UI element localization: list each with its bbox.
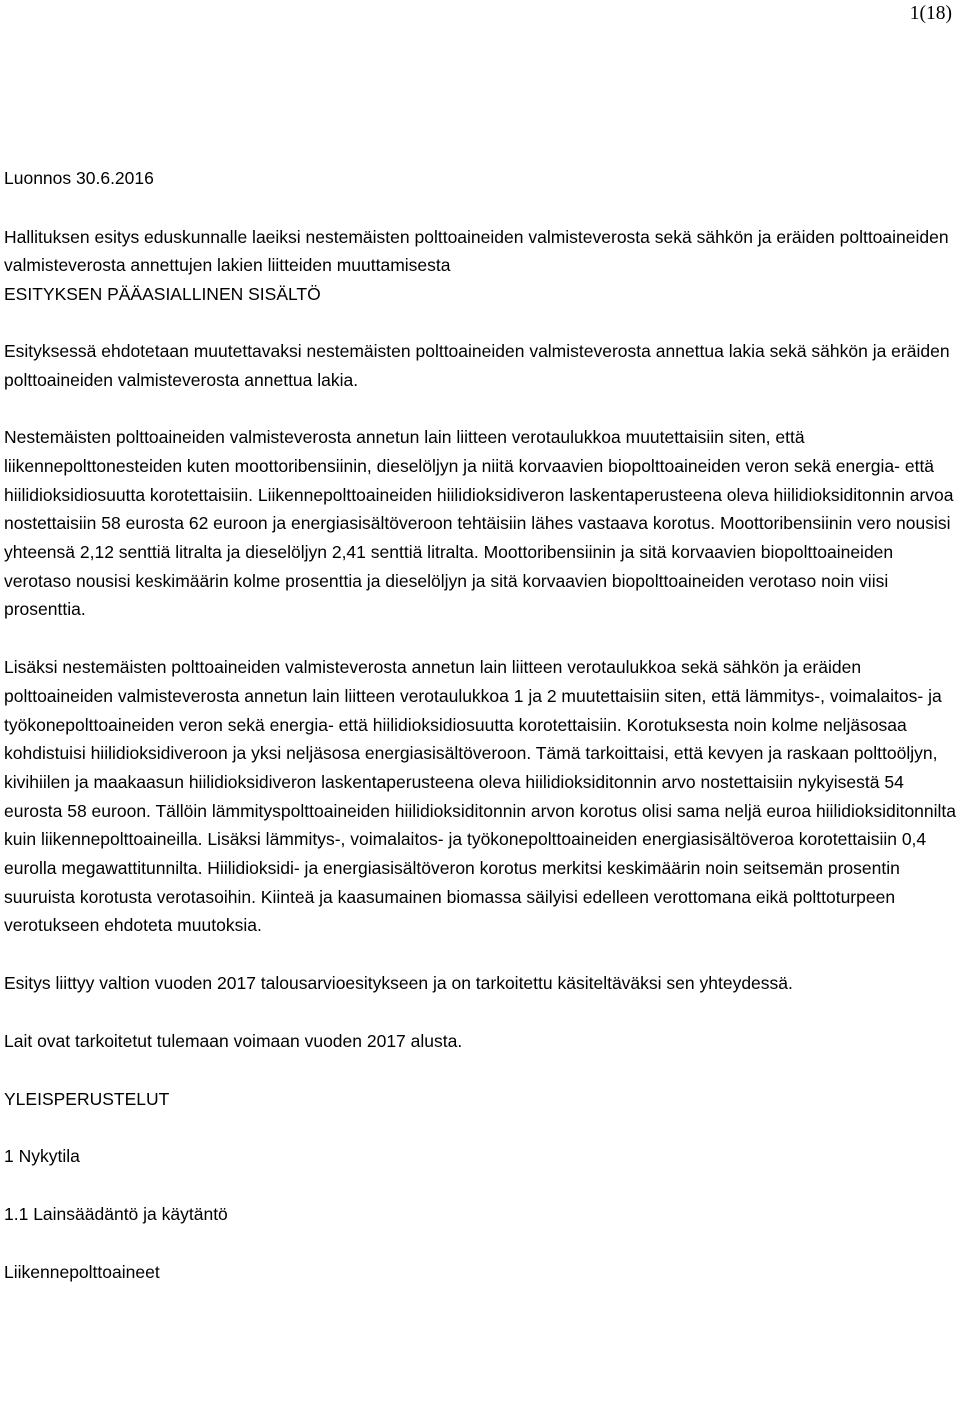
legislation-heading: 1.1 Lainsäädäntö ja käytäntö [4, 1203, 228, 1224]
summary-paragraph-1: Esityksessä ehdotetaan muutettavaksi nestemäisten polttoaineiden valmisteverosta annettua lakia sekä sähkön ja eräiden polttoaineiden valmisteverosta annettua lakia. [4, 340, 950, 390]
summary-paragraph-4: Esitys liittyy valtion vuoden 2017 talousarvioesitykseen ja on tarkoitettu käsiteltäväksi sen yhteydessä. [4, 973, 793, 994]
summary-paragraph-3: Lisäksi nestemäisten polttoaineiden valmisteverosta annetun lain liitteen verotaulukkoa sekä sähkön ja eräiden polttoaineiden valmisteverosta annetun lain liitteen verotaulukkoa 1 ja 2 muutettaisiin siten, että lämmitys-, voimalaitos- ja työkonepolttoaineiden veron sekä energia- että hiilidioksidiosuutta korotettaisiin. Korotuksesta noin kolme neljäsosaa kohdistuisi hiilidioksidiveroon ja yksi neljäsosa energiasisältöveroon. Tämä tarkoittaisi, että kevyen ja raskaan polttoöljyn, kivihiilen ja maakaasun hiilidioksidiveron laskentaperusteena oleva hiilidioksiditonnin arvo nostettaisiin nykyisestä 54 eurosta 58 euroon. Tällöin lämmityspolttoaineiden hiilidioksiditonnin arvon korotus olisi sama neljä euroa hiilidioksiditonnilta kuin liikennepolttoaineilla. Lisäksi lämmitys-, voimalaitos- ja työkonepolttoaineiden energiasisältöveroa korotettaisiin 0,4 eurolla megawattitunnilta. Hiilidioksidi- ja energiasisältöveron korotus merkitsi keskimäärin noin seitsemän prosentin suuruista korotusta verotasoihin. Kiinteä ja kaasumainen biomassa säilyisi edelleen verottomana eikä polttoturpeen verotukseen ehdoteta muutoksia. [4, 657, 957, 936]
document-title: Hallituksen esitys eduskunnalle laeiksi nestemäisten polttoaineiden valmisteverosta sekä sähkön ja eräiden polttoaineiden valmisteverosta annettujen lakien liitteiden muuttamisesta [4, 226, 949, 276]
summary-paragraph-5: Lait ovat tarkoitetut tulemaan voimaan vuoden 2017 alusta. [4, 1030, 463, 1051]
transport-fuels-heading: Liikennepolttoaineet [4, 1261, 160, 1282]
draft-label: Luonnos 30.6.2016 [4, 168, 154, 188]
document-body [4, 164, 956, 1286]
general-reasoning-heading: YLEISPERUSTELUT [4, 1088, 170, 1109]
summary-heading: ESITYKSEN PÄÄASIALLINEN SISÄLTÖ [4, 284, 321, 305]
current-state-heading: 1 Nykytila [4, 1146, 80, 1167]
summary-paragraph-2: Nestemäisten polttoaineiden valmisteverosta annetun lain liitteen verotaulukkoa muutettaisiin siten, että liikennepolttonesteiden kuten moottoribensiinin, dieselöljyn ja niitä korvaavien biopolttoaineiden veron sekä energia- että hiilidioksidiosuutta korotettaisiin. Liikennepolttoaineiden hiilidioksidiveron laskentaperusteena oleva hiilidioksiditonnin arvoa nostettaisiin 58 eurosta 62 euroon ja energiasisältöveroon tehtäisiin lähes vastaava korotus. Moottoribensiinin vero nousisi yhteensä 2,12 senttiä litralta ja dieselöljyn 2,41 senttiä litralta. Moottoribensiinin ja sitä korvaavien biopolttoaineiden verotaso nousisi keskimäärin kolme prosenttia ja dieselöljyn ja sitä korvaavien biopolttoaineiden verotaso noin viisi prosenttia. [4, 427, 954, 620]
page-number: 1(18) [909, 3, 952, 24]
